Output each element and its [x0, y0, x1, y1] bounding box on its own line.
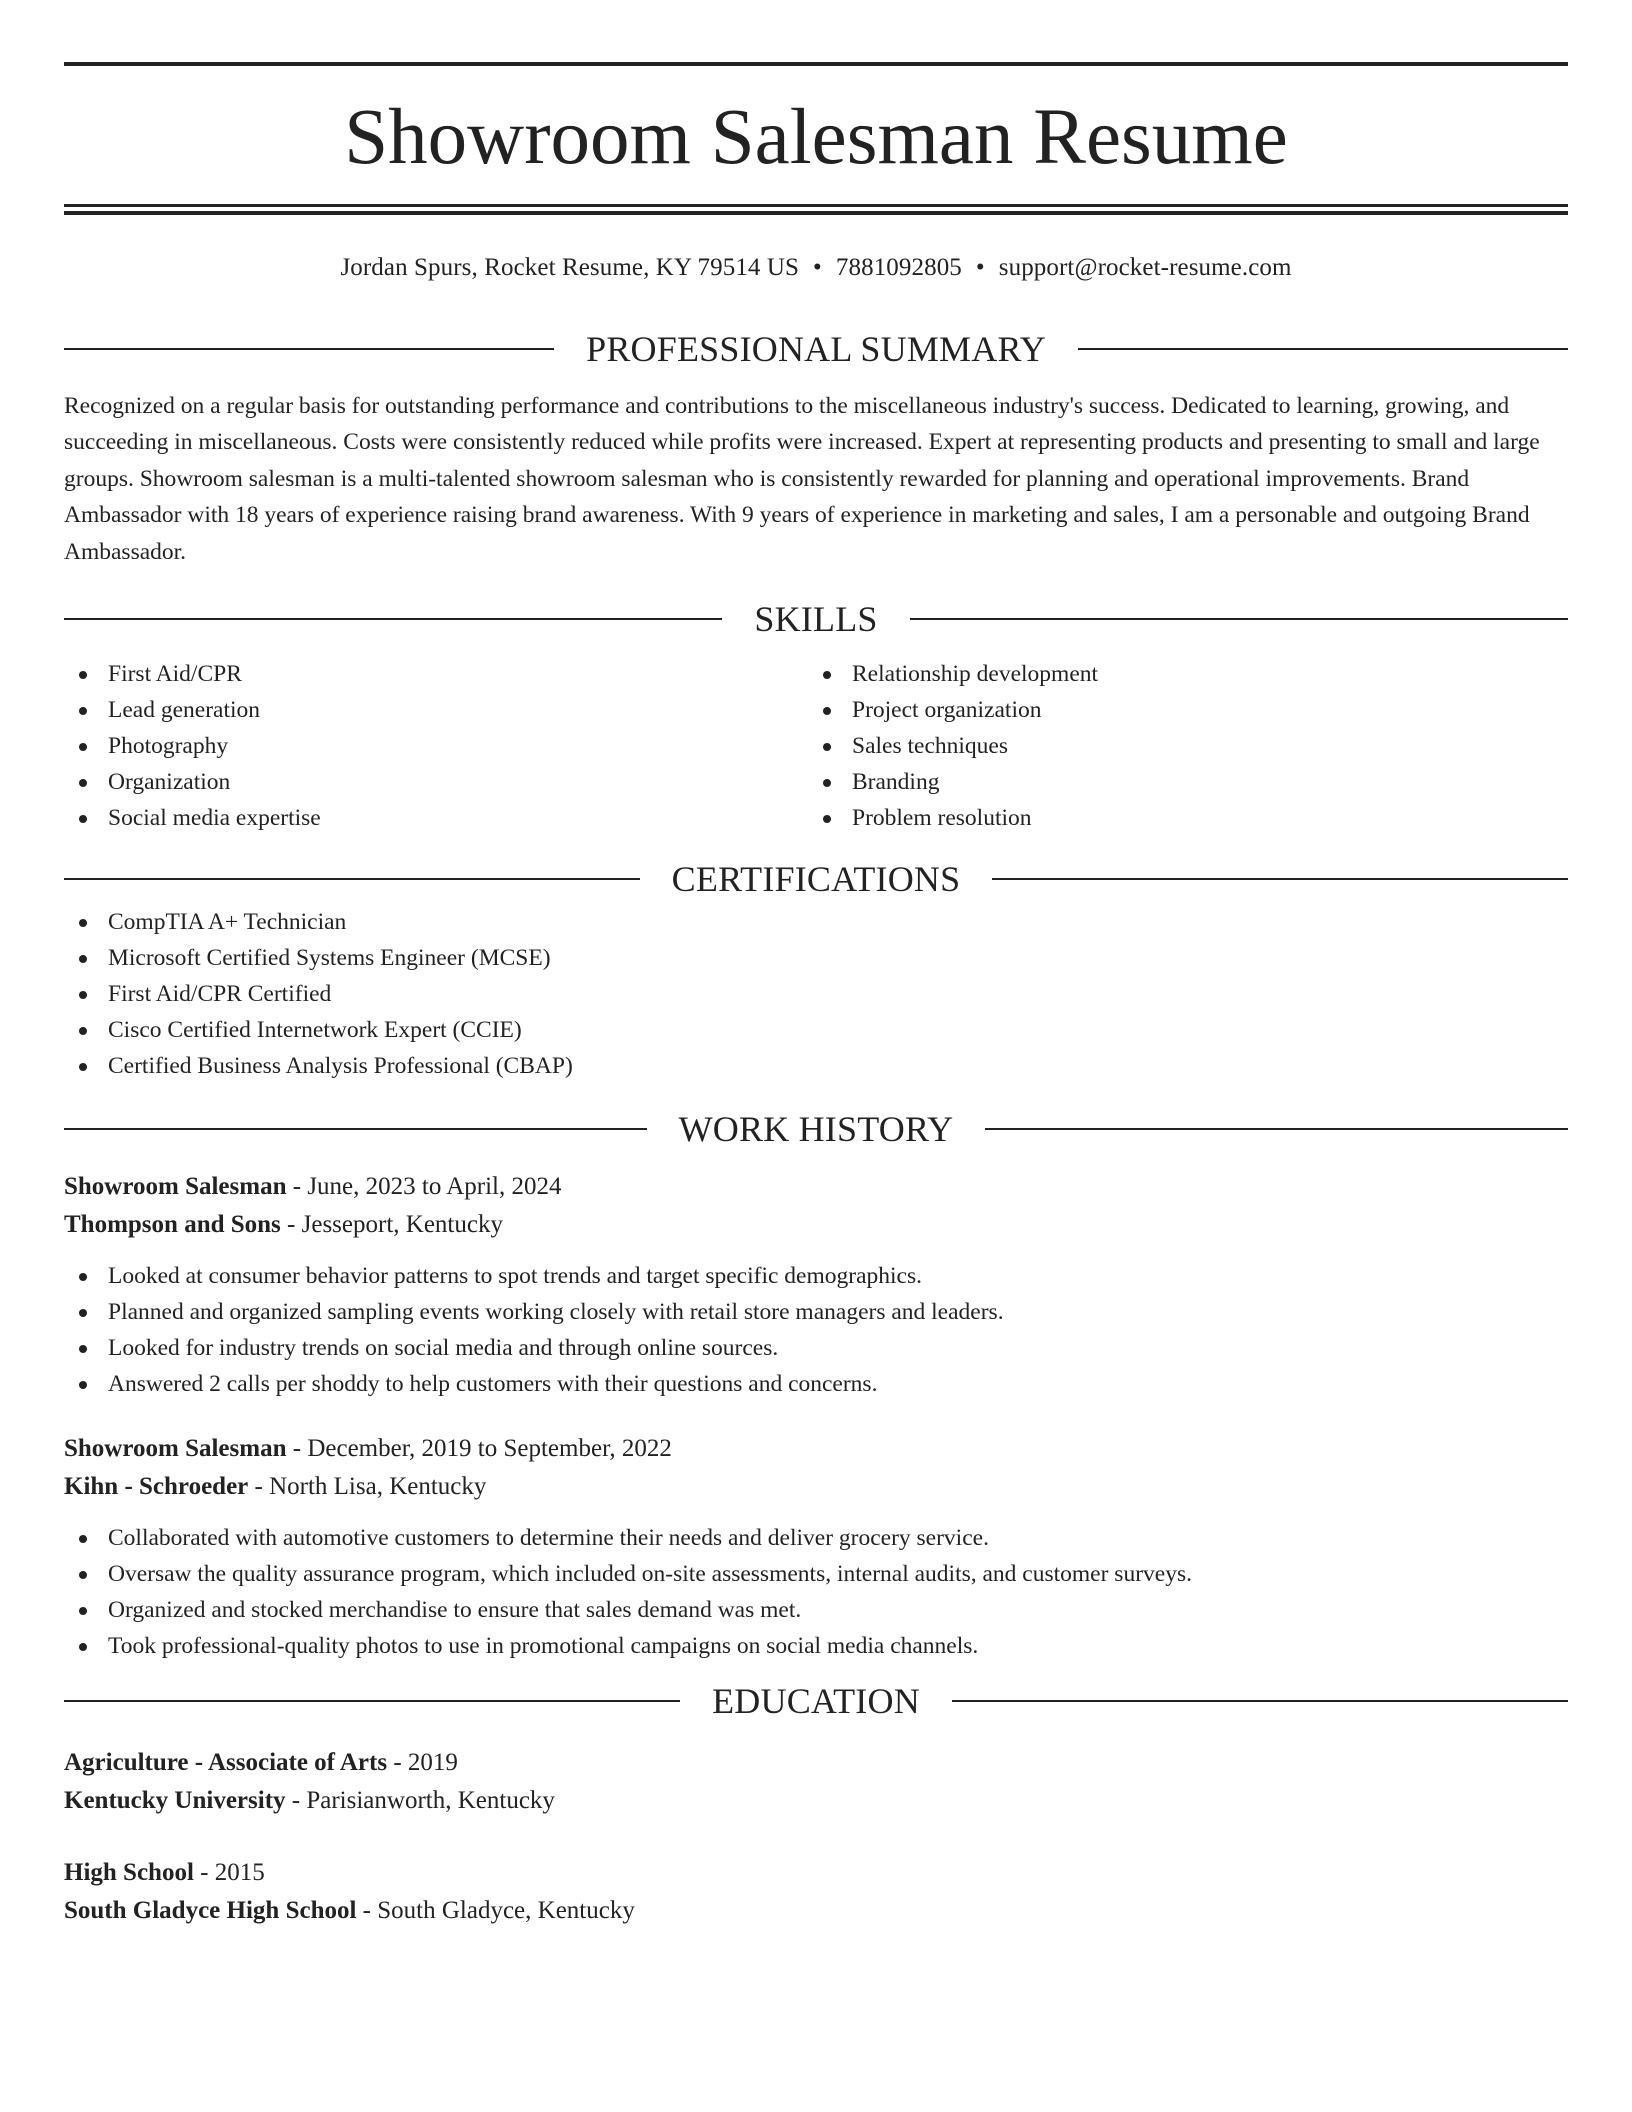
job-title: Showroom Salesman [64, 1173, 287, 1201]
job-bullet: Organized and stocked merchandise to ensure that sales demand was met. [64, 1592, 1568, 1628]
skill-item: Project organization [808, 692, 1560, 728]
skill-item: First Aid/CPR [64, 656, 816, 692]
job-location: - Jesseport, Kentucky [280, 1211, 503, 1239]
job-bullet: Planned and organized sampling events working closely with retail store managers and leaders. [64, 1294, 1568, 1330]
contact-separator: • [813, 254, 822, 281]
certification-item: CompTIA A+ Technician [64, 904, 1568, 940]
heading-rule [64, 878, 640, 880]
section-title: WORK HISTORY [678, 1109, 954, 1150]
certification-item: Certified Business Analysis Professional (CBAP) [64, 1048, 1568, 1084]
job-company: Thompson and Sons [64, 1211, 281, 1239]
job-bullet: Collaborated with automotive customers to determine their needs and deliver grocery service. [64, 1520, 1568, 1556]
heading-rule [64, 618, 722, 620]
job-bullet: Looked at consumer behavior patterns to spot trends and target specific demographics. [64, 1258, 1568, 1294]
certification-item: Cisco Certified Internetwork Expert (CCIE) [64, 1012, 1568, 1048]
top-rule [64, 62, 1568, 66]
resume-content [64, 62, 1568, 1930]
education-school: South Gladyce High School [64, 1897, 357, 1925]
job-dates: - June, 2023 to April, 2024 [286, 1173, 562, 1201]
education-degree-line [64, 1854, 1568, 1892]
heading-rule [910, 618, 1568, 620]
heading-rule [952, 1700, 1568, 1702]
skill-item: Organization [64, 764, 816, 800]
education-year: - 2019 [387, 1749, 458, 1777]
contact-separator: • [975, 254, 985, 281]
skill-item: Social media expertise [64, 800, 816, 836]
job-company: Kihn - Schroeder [64, 1473, 249, 1501]
skill-item: Problem resolution [808, 800, 1560, 836]
job-entry [64, 1168, 1568, 1402]
job-company-line [64, 1468, 1568, 1506]
contact-email: support@rocket-resume.com [998, 254, 1292, 281]
section-title: CERTIFICATIONS [671, 859, 961, 900]
job-dates: - December, 2019 to September, 2022 [286, 1435, 672, 1463]
section-title: PROFESSIONAL SUMMARY [586, 329, 1046, 369]
certifications-list [64, 904, 1568, 1084]
summary-text: Recognized on a regular basis for outstanding performance and contributions to the miscellaneous industry's success. Dedicated to learning, growing, and succeeding in miscellaneous. Costs were consistently reduced while profits were increased. Expert at representing products and presenting to small and large groups. Showroom salesman is a multi-talented showroom salesman who is consistently rewarded for planning and operational improvements. Brand Ambassador with 18 years of experience raising brand awareness. With 9 years of experience in marketing and sales, I am a personable and outgoing Brand Ambassador. [64, 393, 1540, 565]
section-title: EDUCATION [712, 1681, 920, 1722]
skill-item: Photography [64, 728, 816, 764]
skill-item: Sales techniques [808, 728, 1560, 764]
job-title-line [64, 1168, 1568, 1206]
contact-phone: 7881092805 [835, 254, 962, 281]
job-bullet: Oversaw the quality assurance program, which included on-site assessments, internal audits, and customer surveys. [64, 1556, 1568, 1592]
certification-item: First Aid/CPR Certified [64, 976, 1568, 1012]
section-title: SKILLS [754, 599, 878, 640]
heading-rule [985, 1128, 1568, 1130]
job-bullets [64, 1520, 1568, 1664]
job-bullets [64, 1258, 1568, 1402]
heading-rule [64, 348, 554, 350]
education-school-line [64, 1892, 1568, 1930]
education-entry [64, 1854, 1568, 1930]
job-title-line [64, 1430, 1568, 1468]
skill-item: Relationship development [808, 656, 1560, 692]
section-heading-skills [64, 594, 1568, 644]
job-company-line [64, 1206, 1568, 1244]
page-title: Showroom Salesman Resume [344, 94, 1288, 181]
contact-address: Jordan Spurs, Rocket Resume, KY 79514 US [340, 254, 800, 281]
education-location: - Parisianworth, Kentucky [285, 1787, 555, 1815]
education-location: - South Gladyce, Kentucky [356, 1897, 635, 1925]
certification-item: Microsoft Certified Systems Engineer (MCSE) [64, 940, 1568, 976]
education-degree: Agriculture - Associate of Arts [64, 1749, 388, 1777]
skill-item: Lead generation [64, 692, 816, 728]
heading-rule [64, 1128, 647, 1130]
skill-item: Branding [808, 764, 1560, 800]
job-location: - North Lisa, Kentucky [248, 1473, 487, 1501]
section-heading-work-history [64, 1104, 1568, 1154]
skills-list [64, 656, 1568, 836]
job-entry [64, 1430, 1568, 1664]
section-heading-certifications [64, 854, 1568, 904]
job-title: Showroom Salesman [64, 1435, 287, 1463]
heading-rule [64, 1700, 680, 1702]
heading-rule [992, 878, 1568, 880]
education-year: - 2015 [193, 1859, 265, 1887]
education-entry [64, 1744, 1568, 1820]
education-degree: High School [64, 1859, 194, 1887]
job-bullet: Looked for industry trends on social media and through online sources. [64, 1330, 1568, 1366]
education-school: Kentucky University [64, 1787, 286, 1815]
job-bullet: Took professional-quality photos to use in promotional campaigns on social media channels. [64, 1628, 1568, 1664]
job-bullet: Answered 2 calls per shoddy to help customers with their questions and concerns. [64, 1366, 1568, 1402]
section-heading-summary [64, 324, 1568, 374]
title-double-rule [64, 204, 1568, 215]
contact-line [64, 248, 1568, 288]
education-school-line [64, 1782, 1568, 1820]
skills-column-left [64, 656, 816, 836]
section-heading-education [64, 1676, 1568, 1726]
skills-column-right [808, 656, 1560, 836]
heading-rule [1078, 348, 1568, 350]
education-degree-line [64, 1744, 1568, 1782]
